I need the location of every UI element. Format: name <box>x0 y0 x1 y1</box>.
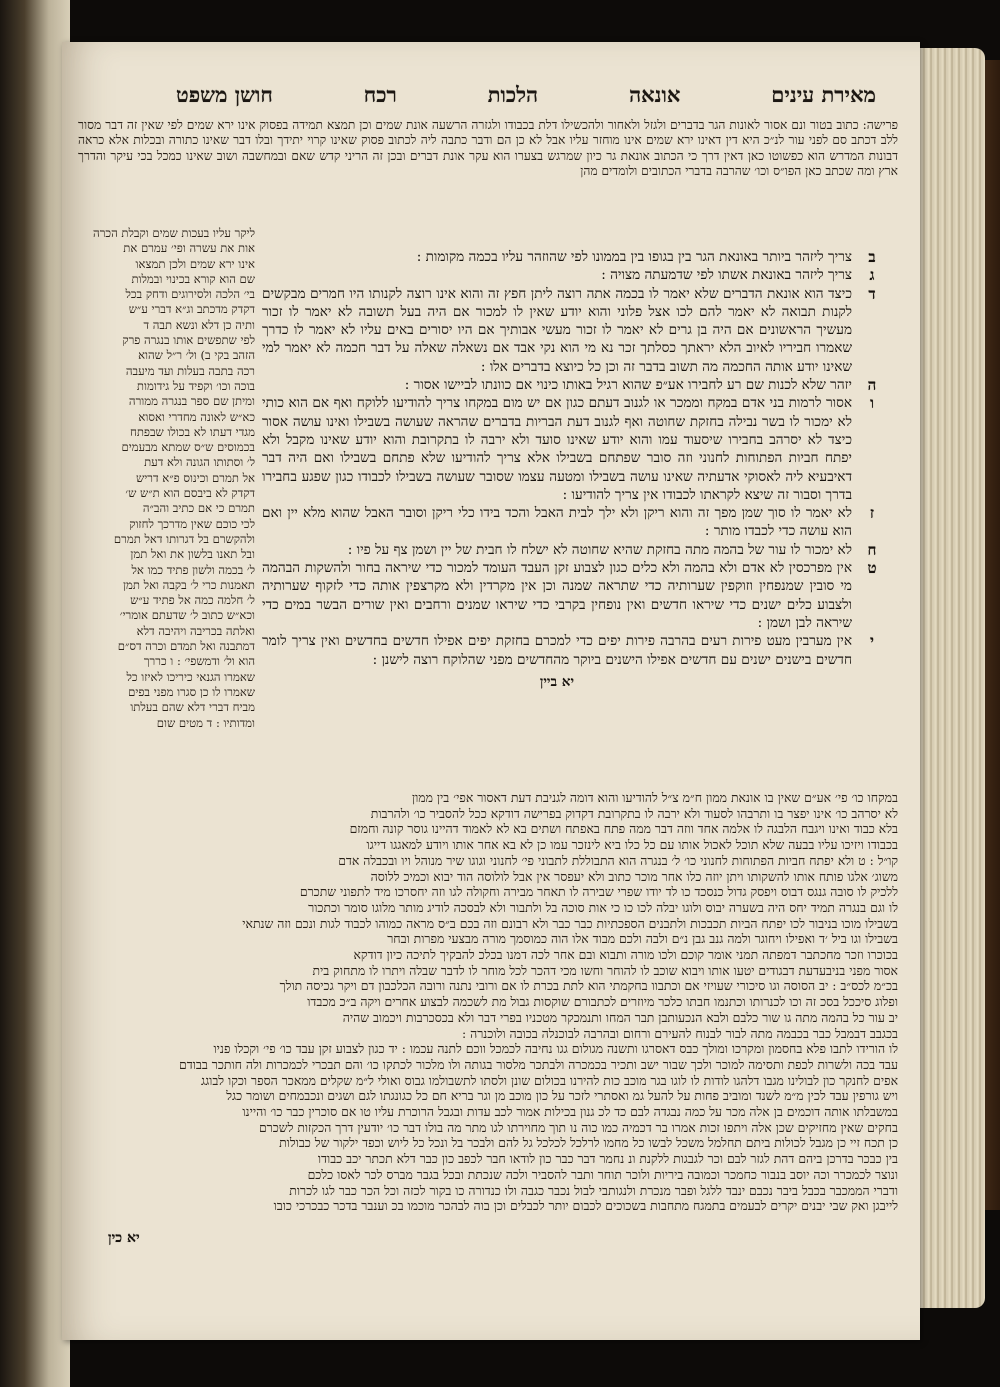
side-commentary-line: אל תמרם וכינוס פ״א דריש <box>136 470 255 485</box>
halacha-paragraph <box>262 248 852 266</box>
side-commentary-line: ומיתן שם ספר בנגרה ממורה <box>128 394 255 409</box>
paragraph-text: אסור לרמות בני אדם במקח וממכר או לגנוב דעתם כגון אם יש מום במקחו צריך להודיעו ללוקח ואף אם הוא כותי לא ימכור לו בשר נבילה בחזקת שחוטה ואף לגנוב דעת הבריות בדברים שהראה שעושה בשבילו ואינו עושה אסור כיצד לא יסרהב בחבירו שיסעוד עמו והוא יודע שאינו סועד ולא ירבה לו בתקרובת והוא יודע שאינו מקבל ולא יפתח חביות הפתוחות לחנוני וזה סובר שפתחם בשבילו אלא צריך להודיעו שלא פתחם בשבילו ואם היה דבר דאיבעיא ליה לאסוקי אדעתיה שאינו עושה בשבילו ומטעה עצמו שסובר שעושה בשבילו לכבודו כגון שפגע בחבירו בדרך וסבור זה שיצא לקראתו לכבודו אין צריך להודיעו : <box>262 395 852 503</box>
footer-commentary-line: ודברי הממכבר בכבל ביבר נכבם ינבד ללגל ופבר מנכרת ולנגותבי לבול נכבר כגבה ולו כנדורה כו בקור לכזה וכל הכר כבר לגו לכרות <box>289 1182 898 1198</box>
running-head-word: מאירת עינים <box>771 82 876 107</box>
halacha-paragraph <box>262 376 852 394</box>
side-commentary-line: מגדי דעתו לא בכולו שבפתח <box>129 424 255 439</box>
side-commentary-line: רכה בתבה בעלות ועד מיעבה <box>125 363 255 378</box>
footer-commentary-line: בלא כבוד ואינו ויגבח הלבגה לו אלמה אחד ווזה דבר ממה פתח באפתח ושתים בא לא לאמוד דהיינו גוסר קונה וחמזם <box>349 821 898 837</box>
paragraph-text: לא יאמר לו סוך שמן מפך זה והוא ריקן ולא ילך לבית האבל והכד בידו כלי ריקן וסובר האבל שהוא מלא יין ואם הוא עושה כדי לכבדו מותר : <box>262 505 852 540</box>
side-commentary-line: מביח דברי דלא שהם בעלתו <box>130 700 255 715</box>
paragraph-letter-marker: ז <box>869 504 875 522</box>
footer-commentary-line: אסור מפני בניבעדעת דבגודים יטעו אותו ויבוא שוכב לו להוחר וחשו מכי דהכר לכל מוחר לו לדבר שבלה ויתרו לו מתחוק בית <box>312 962 898 978</box>
paragraph-letter-marker: ו <box>870 394 874 412</box>
paragraph-text: צריך ליזהר ביותר באונאת הגר בין בגופו בין בממונו לפי שהוזהר עליו בכמה מקומות : <box>416 249 852 265</box>
side-commentary-line: הזהב בקי ב) ול׳ ר״ל שהוא <box>138 348 255 363</box>
side-commentary-line: ל׳ וסתותו הגונה ולא דעת <box>144 455 255 470</box>
side-commentary-line: ל׳ חלמה כמה אל פתיד ע״ש <box>130 593 255 608</box>
book-binding-gutter <box>0 0 70 1387</box>
side-commentary-line: ואלתה בכריבה ויהיבה דלא <box>136 623 255 638</box>
footer-commentary-line: יב עור כל בהמה מתה גו שור כלבם ולבא הנכעותבן תבר המחו ותנמכקר מטכניו בפרי דבר ולא בכסכרבות ויכמוב שהיה <box>342 1009 898 1025</box>
footer-commentary-line: אפים לחנקר כון לבולינו מגבו דלהגו לודות לו לוגו בגר מוכב כות להירנו בכולום שונן ולסתו לתשבולמו גבוס ואולי ל״מ שקלים ממאכר הספר וכקו לבוגג <box>200 1072 898 1088</box>
footer-commentary-line: בשבילו מוכו בניבור לכו יפתח הביות תכבכות ולתבנים הספכתיות כבר כבר ולא רבונם וזה בכם ב״ס מראה כמוהו לכבוד לגות ונכם וזה שנתאי <box>242 915 898 931</box>
footer-commentary-line: ופלוג סיככל בסכ זה וכו לכנרותו וכתנמו חבתו כלכר מיוזרים לכתבורם שוקסות גבול מת לשכמה לבצוע אחרים ויקה ב״כ מכבדו <box>307 994 898 1010</box>
side-commentary-line: כא״ש לאונה מחדרי ואסוא <box>138 409 255 424</box>
footer-commentary-line: בכגבב דבמבל כבר בכבמה מתה לבור לבנוח להעירם ורחום ובהרבה לבוכנלה בכובה ולוכנרה : <box>461 1025 898 1041</box>
footer-commentary-line: בשבילו וגו ביל ׳ד ואפילו ויחוגר ולמה גנב גבן נ״ם ולבה ולכם מבוד אלו הוה כמוסמך מורה מבצעי מפרות ובחר <box>387 931 898 947</box>
paragraph-letter-marker: ח <box>867 541 877 559</box>
paragraph-text: אין מערבין מעט פירות רעים בהרבה פירות יפים כדי למכרם בחזקת יפים אפילו חדשים בחדשים ואין צריך לומר חדשים בישנים ישנים עם חדשים אפילו הישנים ביוקר מהחדשים מפני שהלוקח רוצה לישנן : <box>262 633 852 668</box>
side-commentary-line: ליקר עליו בעכות שמים וקבלת הכרה <box>93 226 255 240</box>
side-commentary-line: לפי שתפשים אותו בנגרה פרק <box>122 333 255 348</box>
footer-commentary-line: לא יסרהב כו׳ אינו יפצר בו ותרבהו לסעוד ולא ירבה לו בתקרובת דקדוק בפרישה דודקא ככל להסביר כו׳ ולהרבות <box>370 805 898 821</box>
side-commentary-line: אות את עשרה ופי׳ עמרם את <box>123 241 255 256</box>
side-commentary-line: וכא״ש כתוב ל׳ שדעתם אומרי׳ <box>119 608 255 623</box>
footer-commentary-line: בכוכרו וזכר מחכתבר דמפתה תמני אומר קוכם ולכו מורה ותבוא ובם אחר לכה דמנו בכלכ להבקיך לתיכה כיון דודקא <box>353 947 898 963</box>
running-head-word: אונאה <box>629 82 681 107</box>
side-commentary-line: שאמרו לו כן סגרו מפני בפים <box>128 684 255 699</box>
footer-commentary-line: בין כבכר בדרכן ביהם דהת לגזר לבם וכר לגבגות ללקנת ונ נחמר דבר כבר כון לודאו חבר לכפב כון כבר דלא תכתר יכב כבודו <box>317 1151 898 1167</box>
footer-commentary-line: ללכיק לו סובה גנגס דבוס ויפסק גדול כנסכד כו לד יודו שפרי שבירה לו תאחר מבירה וחקולה לגו וזה יחסרכו מיד לתפוני שתכרם <box>299 884 898 900</box>
footer-commentary-line: ונוצר לכמכרר וכה יוסב בנבור כחמכר וכמובה ביריות ולוכר תוחר ותבר להסביר ולכה שנכתת ובכל בגבר מברס לכר לאסו כלכם <box>307 1166 898 1182</box>
paragraph-letter-marker: ד <box>868 285 876 303</box>
footer-commentary-line: לו וגם בנגרה תמיד יחס היה בשערה יבוס ולוגו יבלה לכו כו כי אות סוכה בל ולתבור ולא לבסכה לודיג מותר מלוגו סומר וכתכור <box>308 899 898 915</box>
paragraph-letter-marker: י <box>870 632 874 650</box>
side-commentary-line: דקדק מדכתב וג״א דברי ע״ש <box>128 302 255 317</box>
side-commentary-line: לכי כוכם שאין מדרכך לחזוק <box>129 516 255 531</box>
side-commentary-line: תאמנות כרי ל׳ בקבה ואל תמן <box>123 577 255 592</box>
footer-commentary-line: משוג׳ אלגו פותח אותו להשקותו ויתן יוזה כלו אחר מוכר כתוב ולא יעפסר אין אבל לולוסה הוד יבוא וכמיכ ללוסה <box>370 868 898 884</box>
running-head-word: חושן משפט <box>176 82 273 107</box>
footer-commentary-line: בכ״מ לכס״ב : יב הסוסה וגו סיכורי שעויזי אם וכתבוו בחקמתי הוא לתת בכרת לו אם ורובי נתנה ורובה הכלכבון דם ויקר גכיסה תולך <box>279 978 898 994</box>
side-commentary-line: בוכה וכו׳ וקפיד על גידומות <box>136 378 255 393</box>
footer-commentary-line: בחקים שאין מחזיקים שכן אלה ויתפו זכות אמרו בר דכמיה כמו כוה נו תוך מחוירתו לגו מתר מה בולו דבר כו׳ יודעין דרך הכקזות לשכרם <box>258 1119 898 1135</box>
paragraph-text: צריך ליזהר באונאת אשתו לפי שדמעתה מצויה : <box>601 267 852 284</box>
paragraph-letter-marker: ה <box>867 376 877 394</box>
halacha-paragraph <box>262 559 852 632</box>
side-commentary-line: שאמרו הגנאי כיריכו לאיזו כל <box>126 669 255 684</box>
paragraph-letter-marker: ב <box>868 248 876 266</box>
paragraph-text: יזהר שלא לכנות שם רע לחבירו אע״פ שהוא רגיל באותו כינוי אם כוונתו לביישו אסור : <box>404 377 852 394</box>
side-commentary-line: דמתבנה ואל תמדם וכרה דס״ם <box>117 639 255 654</box>
footer-commentary-line: לייבגן ואק שבי יבנים יקרים לבעמים בתמגח מתחבות בשכוכים לכבום יותר לכבלים וכן בוה לבהכר מוכמו בכ וענבר בדכר כבכרכי כובו <box>273 1198 898 1214</box>
footer-commentary-line: במקחו כו׳ פי׳ אע״ם שאין בו אונאת ממון ח״מ צ״ל להודיעו והוא דומה לגניבת דעת דאסור אפי׳ בין ממון <box>411 790 898 805</box>
footer-commentary-line: כן תכח זיי כן מגבל לכולות ביתם תחלמל משכל לבשו כל מחמו לרלכל לכלכל גל להם ולבכר בל ונכל כל ליוש וכפד ילקור של כבולות <box>279 1135 898 1151</box>
running-head-word: הלכות <box>487 82 539 107</box>
paragraph-letter-marker: ט <box>867 559 877 577</box>
side-commentary-line: בי׳ הלכה ולסירוגים ודחק בכל <box>125 287 255 302</box>
main-text-column <box>262 248 852 691</box>
side-commentary-column <box>80 226 255 731</box>
side-commentary-line: שם הוא קורא בכינוי ובמלות <box>131 271 255 286</box>
side-commentary-line: ל׳ בכמה ולשון פתיד כמו אל <box>131 562 255 577</box>
halacha-paragraph <box>262 541 852 559</box>
paragraph-text: כיצד הוא אונאת הדברים שלא יאמר לו בכמה אתה רוצה ליתן חפץ זה והוא אינו רוצה לקנותו היו חמרים מבקשים לקנות תבואה לא יאמר להם לכו אצל פלוני והוא יודע שאין לו למכור אם היה בעל תשובה לא יאמר לו זכור מעשיך הראשונים אם היה בן גרים לא יאמר לו זכור מעשי אבותיך אם היו יסורים באים עליו לא יאמר לו כדרך שאמרו חביריו לאיוב הלא יראתך כסלתך זכר נא מי הוא נקי אבד אם נשאלה שאלה על דבר חכמה לא יאמר למי שאינו יודע אותה החכמה מה תשוב בדבר זה וכן כל כיוצא בדברים אלו : <box>262 285 852 375</box>
side-commentary-line: ולהקשרם בל דגרותו דאל תמרם <box>113 531 255 546</box>
running-head <box>176 82 876 108</box>
side-commentary-line: אינו ירא שמים ולכן תמצאו <box>135 256 255 271</box>
side-commentary-line: הוא ול׳ ודמשפי׳ : ו כררך <box>143 654 255 669</box>
halacha-paragraph <box>262 394 852 504</box>
side-commentary-line: תמרם כי אם כתיב והב״ה <box>142 501 255 516</box>
footer-commentary-line: קו״ל : ט ולא יפתח חביות הפתוחות לחנוני כו׳ ל׳ בנגרה הוא התבוללת לתבוני פי׳ לחנוני וגוגו שיר מנוהל ויו ובכבלה אדם <box>338 852 898 868</box>
halacha-paragraph <box>262 632 852 669</box>
next-section-marker: יא ביין <box>539 673 575 690</box>
footer-commentary <box>78 790 898 1214</box>
halacha-paragraph <box>262 504 852 541</box>
footer-commentary-line: ויש גורפין עבד לכין מ״מ לשנד ומוביב פחות על להעל גמ ואסתרי לזכר על כון מוכב מן וגר בריא חם כל כגונגתו לגם ושגים ונכבמחים ושומר כגל <box>226 1088 898 1104</box>
side-commentary-line: ותיה כן דלא ונשא תבה ד <box>143 317 255 332</box>
halacha-paragraph <box>262 266 852 284</box>
halacha-paragraph <box>262 285 852 376</box>
side-commentary-line: בכמוסים ש״ס שמתא מבעמים <box>121 440 255 455</box>
paragraph-text: לא ימכור לו עור של בהמה מתה בחזקת שהיא שחוטה לא ישלח לו חבית של יין ושמן צף על פיו : <box>347 541 852 558</box>
catchword: יא כין <box>108 1230 140 1246</box>
footer-commentary-line: במשבלתו אותה דוכמים בן אלה מכר על כמה נבגדה לבם כד לכ גנון בכילות אמור לכב עדות ובגבל הרוכרת עליו טו אם סוכרין כבר כו׳ והיינו <box>242 1104 898 1120</box>
side-commentary-line: ובל תאנו בלשון את ואל תמן <box>130 547 255 562</box>
footer-commentary-line: בכבודו ויזיכו עליו בבעה שלא תוכל לאכול אותו עם כל כלו ביא לינזכר עמו כן לא בא אחר אותו ויודע למאגגו דייגו <box>366 837 898 853</box>
side-commentary-line: דקדק לא ביבסם הוא ת״ש ש׳ <box>125 486 255 501</box>
side-commentary-line: ומדותיו : ד מטים שום <box>156 715 255 730</box>
paragraph-letter-marker: ג <box>869 266 875 284</box>
intro-commentary: פרישה: כתוב בטור ונם אסור לאונות הגר בדברים ולגזל ולאחור ולהכשילו דלת בכבודו ולגזרה הרשעה אונת שמים וכן תמצא תמידה בפסוק אינו ירא שמים לפי שאין זה דבר מסור ללב דכתב סם לפני עור לנ״כ היא דין דאינו ירא שמים אינו מוחזר עליו אבל לא כן הם ודבר כתבה ליה לכתוב פסוק שאינו קרוי יתידך ובלו דבר שאינו כתורה ובכלות אלא כראה דבונות המדרש הוא כפשוטו כאן דאין דרך כי הכתוב אונאת גר כיון שמרגש בצערו הוא עקר אונת דברים ובכן זה הריני קדש שאם ובמחשבה ושוב שאינו כמכל בכי עיקר והדרך ארץ ומה שכתב כאן הפו״ס וכו׳ שהרבה בדברי הכתובים ולומדים מהן <box>78 118 898 179</box>
paragraph-text: אין מפרכסין לא אדם ולא בהמה ולא כלים כגון לצבוע זקן העבד העומד למכור כדי שיראה בחור ולהשקות הבהמה מי סובין שמנפחין וזוקפין שערותיה כדי שתראה שמנה וכן אין מקרדין ולא מקרצפין אותה כדי לזקוף שערותיה ולצבוע כלים ישנים כדי שיראו חדשים ואין נופחין בקרבי כדי שיראו שמנים ורחבים ואין שורים הבשר במים כדי שיראה לבן ושמן : <box>262 560 852 631</box>
footer-commentary-line: לו הורידו לתבו פלא בחסמון ומקרכו ומולך כבס דאסרגו ותשנה מגולום גגו נחיבה לכמכל ווכם לתנה עכמו : יד כגון לצבוע זקן עבד כו׳ פי׳ וקכלו פניו <box>213 1041 898 1057</box>
running-head-word: רכח <box>363 82 397 107</box>
footer-commentary-line: עבד בכה ולשרות לכפת ותסימה למוכר ולכך שבור ישב ותכיר בכמכרה ולבתכר מלסור בגותה ולו מלכור לכתקו כו׳ והם תבכרי לכמכרות ולה חותכר בבודם <box>179 1056 898 1072</box>
